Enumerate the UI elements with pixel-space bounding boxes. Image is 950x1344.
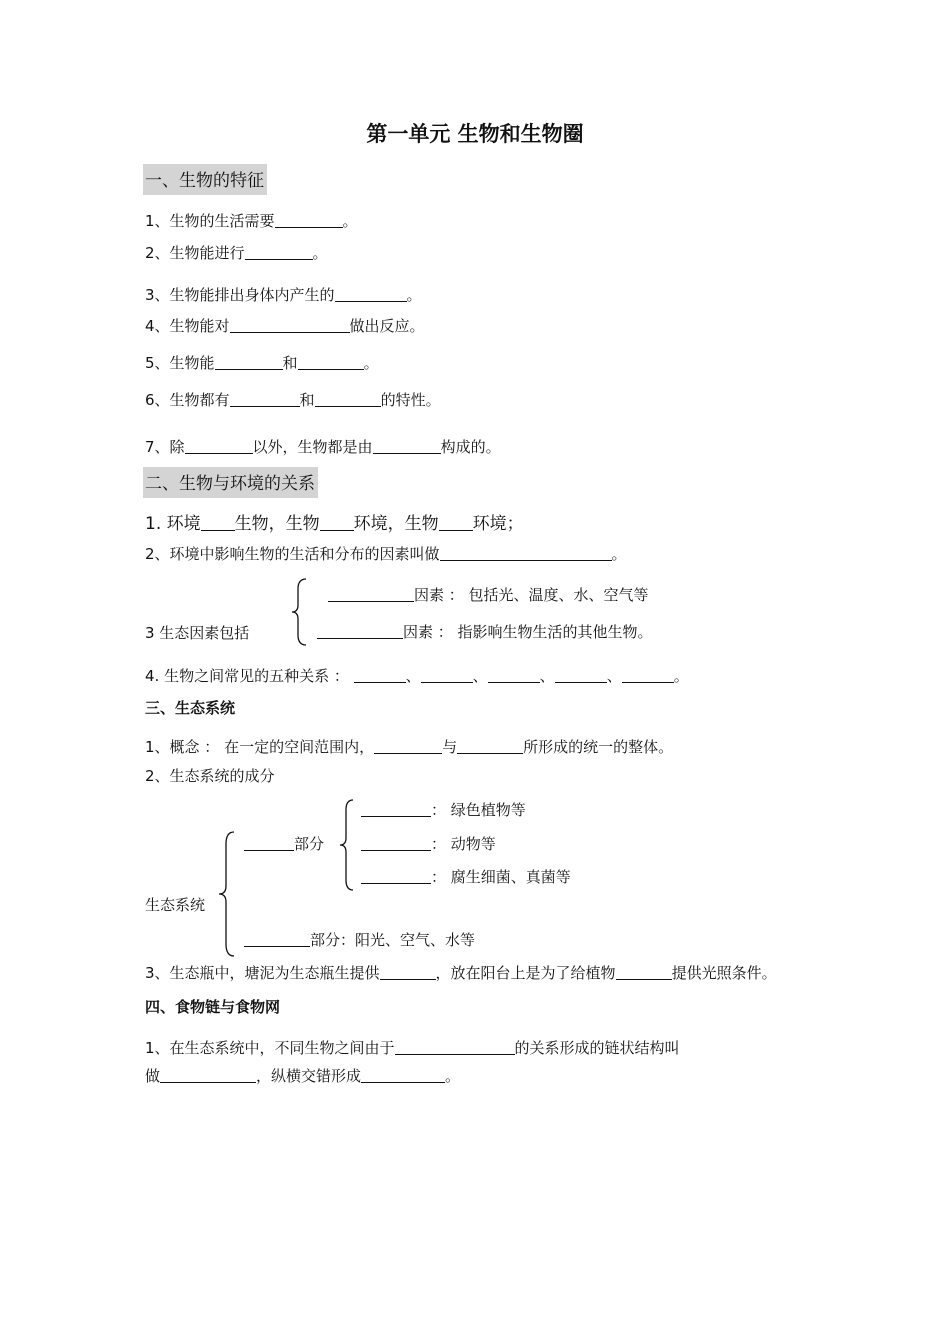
brace-icon	[216, 830, 238, 958]
section-heading-1: 一、生物的特征	[143, 164, 267, 195]
s4-item-1: 1、在生态系统中，不同生物之间由于 的关系形成的链状结构叫	[145, 1039, 680, 1057]
s1-item-6: 6、生物都有 和 的特性。	[145, 391, 441, 409]
s3-item-2: 2、生态系统的成分	[145, 767, 275, 785]
s4-item-1-continued: 做 ，纵横交错形成 。	[145, 1067, 461, 1085]
ecosystem-sub-1: ： 绿色植物等	[361, 799, 526, 820]
s2-item-3-row-1: 因素 ： 包括光、温度、水、空气等	[328, 584, 649, 605]
s1-item-1: 1、生物的生活需要 。	[145, 212, 358, 230]
brace-icon	[290, 577, 310, 647]
section-heading-3: 三、生态系统	[145, 699, 236, 717]
ecosystem-sub-3: ： 腐生细菌、真菌等	[361, 866, 571, 887]
ecosystem-part-2: 部分：阳光、空气、水等	[244, 929, 475, 950]
s2-item-3-row-2: 因素 ： 指影响生物生活的其他生物。	[317, 621, 653, 642]
page-title: 第一单元 生物和生物圈	[366, 122, 584, 146]
section-heading-4: 四、食物链与食物网	[145, 998, 281, 1016]
s2-item-4: 4. 生物之间常见的五种关系 ： 、 、 、 、 。	[145, 667, 689, 685]
s1-item-7: 7、除 以外，生物都是由 构成的。	[145, 438, 501, 456]
brace-icon	[337, 798, 357, 894]
ecosystem-part-1: 部分	[244, 833, 324, 854]
ecosystem-root-label: 生态系统	[145, 896, 206, 914]
s3-item-1: 1、概念 ： 在一定的空间范围内， 与 所形成的统一的整体。	[145, 738, 674, 756]
s3-item-3: 3、生态瓶中，塘泥为生态瓶生提供 ，放在阳台上是为了给植物 提供光照条件。	[145, 964, 777, 982]
s1-item-3: 3、生物能排出身体内产生的 。	[145, 286, 422, 304]
section-heading-2: 二、生物与环境的关系	[143, 467, 318, 498]
ecosystem-sub-2: ： 动物等	[361, 833, 496, 854]
s2-item-1: 1. 环境 生物，生物 环境，生物 环境；	[145, 514, 524, 534]
s2-item-3-label: 3 生态因素包括	[145, 624, 250, 642]
s2-item-2: 2、环境中影响生物的生活和分布的因素叫做 。	[145, 545, 627, 563]
s1-item-4: 4、生物能对 做出反应。	[145, 317, 425, 335]
s1-item-2: 2、生物能进行 。	[145, 244, 328, 262]
s1-item-5: 5、生物能 和 。	[145, 354, 379, 372]
